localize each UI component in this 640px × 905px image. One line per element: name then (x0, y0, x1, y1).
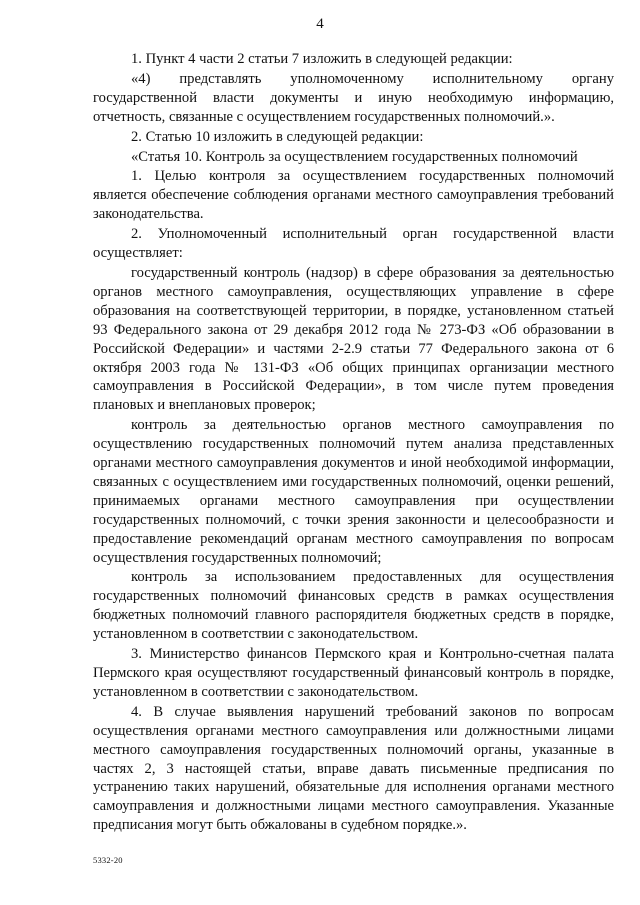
page-number: 4 (316, 16, 324, 32)
paragraph-item-4-text: «4) представлять уполномоченному исполнительному органу государственной власти документы и иную необходимую информацию, отчетность, связанные с осуществлением государственных полномочий.». (93, 70, 614, 125)
article-10-part-2-subitem-2: контроль за деятельностью органов местного самоуправления по осуществлению государственных полномочий путем анализа представленных органами местного самоуправления документов и иной необходимой информации, связанных с осуществлением ими государственных полномочий, оценки решений, принимаемых органами местного самоуправления при осуществлении государственных полномочий, с точки зрения законности и целесообразности и предоставление рекомендаций органам местного самоуправления по вопросам осуществления государственных полномочий; (93, 417, 614, 566)
article-10-part-2: 2. Уполномоченный исполнительный орган государственной власти осуществляет: (93, 226, 614, 262)
article-10-part-2-subitem-3: контроль за использованием предоставленных для осуществления государственных полномочий финансовых средств в рамках осуществления бюджетных полномочий главного распорядителя бюджетных средств в порядке, установленном в соответствии с законодательством. (93, 569, 614, 643)
article-10-heading: «Статья 10. Контроль за осуществлением государственных полномочий (131, 148, 578, 165)
article-10-part-4: 4. В случае выявления нарушений требований законов по вопросам осуществления органами местного самоуправления или должностными лицами местного самоуправления государственных полномочий органы, указанные в частях 2, 3 настоящей статьи, вправе давать письменные предписания по устранению таких нарушений, обязательные для исполнения органами местного самоуправления и должностными лицами местного самоуправления. Указанные предписания могут быть обжалованы в судебном порядке.». (93, 703, 614, 834)
article-10-part-2-subitem-1: государственный контроль (надзор) в сфере образования за деятельностью органов местного самоуправления, осуществляющих управление в сфере образования на соответствующей территории, в порядке, установленном статьей 93 Федерального закона от 29 декабря 2012 года № 273-ФЗ «Об образовании в Российской Федерации» и частями 2-2.9 статьи 77 Федерального закона от 6 октября 2003 года № 131-ФЗ «Об общих принципах организации местного самоуправления в Российской Федерации», в том числе путем проведения плановых и внеплановых проверок; (93, 264, 614, 414)
article-10-part-3: 3. Министерство финансов Пермского края и Контрольно-счетная палата Пермского края осуществляют государственный финансовый контроль в порядке, установленном в соответствии с законодательством. (93, 646, 614, 700)
paragraph-item-1-intro: 1. Пункт 4 части 2 статьи 7 изложить в следующей редакции: (131, 51, 513, 67)
article-10-part-1: 1. Целью контроля за осуществлением государственных полномочий является обеспечение соблюдения органами местного самоуправления требований законодательства. (93, 168, 614, 223)
paragraph-item-2-intro: 2. Статью 10 изложить в следующей редакции: (131, 128, 424, 145)
document-code: 5332-20 (93, 855, 123, 865)
document-body (93, 50, 614, 835)
